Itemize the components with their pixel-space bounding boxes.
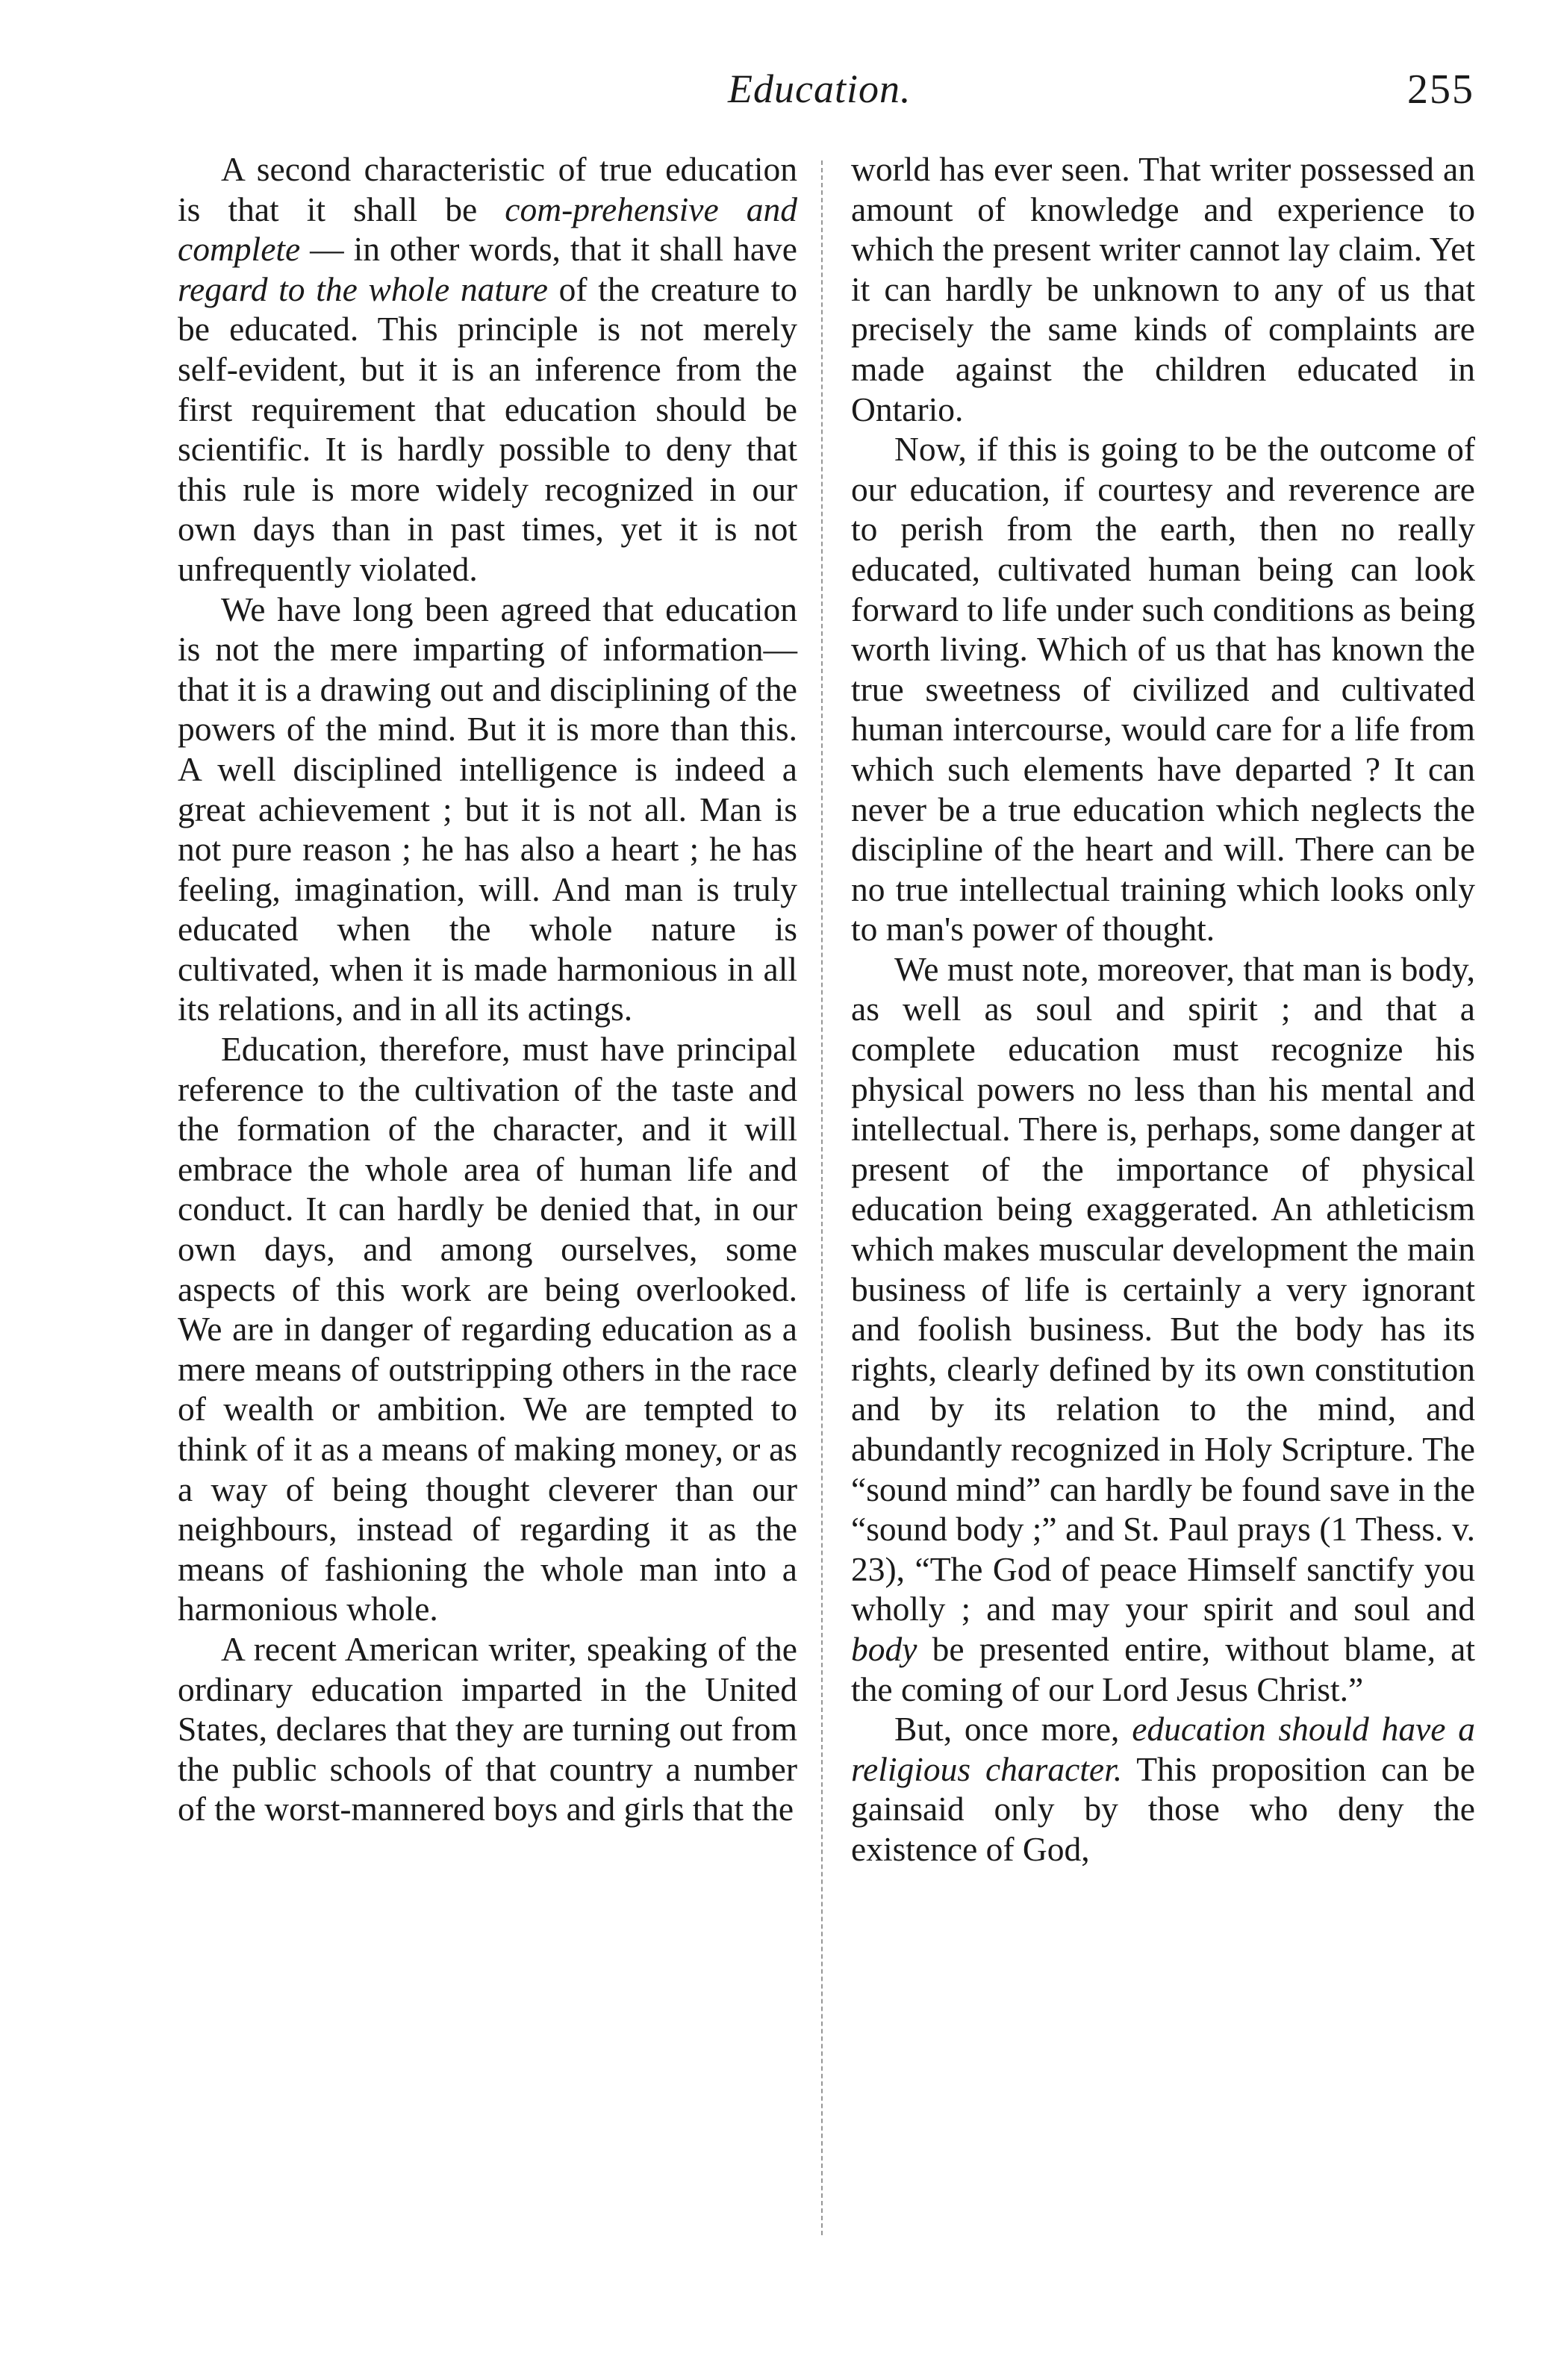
page-number: 255 bbox=[1407, 66, 1474, 113]
emphasis-comprehensive: com-prehensive and complete bbox=[178, 190, 797, 269]
emphasis-body: body bbox=[851, 1629, 917, 1668]
emphasis-religious-character: education should have a religious character. bbox=[851, 1710, 1475, 1788]
paragraph-courtesy-reverence: Now, if this is going to be the outcome of our education, if courtesy and reverence are to perish from the earth, then no really educated, cultivated human being can look forward to life under such conditions as being worth living. Which of us that has known the true sweetness of civilized and cultivated human intercourse, would care for a life from which such elements have departed ? It can never be a true education which neglects the discipline of the heart and will. There can be no true intellectual training which looks only to man's power of thought. bbox=[851, 430, 1475, 949]
running-head bbox=[0, 66, 1558, 125]
paragraph-american-writer: A recent American writer, speaking of the ordinary education imparted in the United States, declares that they are turning out from the public schools of that country a number of the worst-mannered boys and girls that the bbox=[178, 1629, 797, 1828]
paragraph-physical-education: We must note, moreover, that man is body, as well as soul and spirit ; and that a complete education must recognize his physical powers no less than his mental and intellectual. There is, perhaps, some danger at present of the importance of physical education being exaggerated. An athleticism which makes muscular development the main business of life is certainly a very ignorant and foolish business. But the body has its rights, clearly defined by its own constitution and by its relation to the mind, and abundantly recognized in Holy Scripture. The “sound mind” can hardly be found save in the “sound body ;” and St. Paul prays (1 Thess. v. 23), “The God of peace Himself sanctify you wholly ; and may your spirit and soul and body be presented entire, without blame, at the coming of our Lord Jesus Christ.” bbox=[851, 949, 1475, 1708]
paragraph-religious-character: But, once more, education should have a religious character. This proposition can be gainsaid only by those who deny the existence of God, bbox=[851, 1710, 1475, 1868]
paragraph-disciplining-mind: We have long been agreed that education is not the mere imparting of information—that it is a drawing out and disciplining of the powers of the mind. But it is more than this. A well disciplined intelligence is indeed a great achievement ; but it is not all. Man is not pure reason ; he has also a heart ; he has feeling, imagination, will. And man is truly educated when the whole nature is cultivated, when it is made harmonious in all its relations, and in all its actings. bbox=[178, 590, 797, 1028]
paragraph-character-formation: Education, therefore, must have principal reference to the cultivation of the taste and the formation of the character, and it will embrace the whole area of human life and conduct. It can hardly be denied that, in our own days, and among ourselves, some aspects of this work are being overlooked. We are in danger of regarding education as a mere means of outstripping others in the race of wealth or ambition. We are tempted to think of it as a means of making money, or as a way of being thought cleverer than our neighbours, instead of regarding it as the means of fashioning the whole man into a harmonious whole. bbox=[178, 1030, 797, 1628]
emphasis-whole-nature: regard to the whole nature bbox=[178, 269, 548, 308]
paragraph-comprehensive-education: A second characteristic of true education is that it shall be com-prehensive and complete — in other words, that it shall have regard to the whole nature of the creature to be educated. This principle is not merely self-evident, but it is an inference from the first requirement that education should be scientific. It is hardly possible to deny that this rule is more widely recognized in our own days than in past times, yet it is not unfrequently violated. bbox=[178, 150, 798, 588]
paragraph-continued: world has ever seen. That writer possessed an amount of knowledge and experience to which the present writer cannot lay claim. Yet it can hardly be unknown to any of us that precisely the same kinds of complaints are made against the children educated in Ontario. bbox=[851, 150, 1475, 428]
column-divider bbox=[821, 160, 823, 2235]
running-title: Education. bbox=[728, 66, 912, 111]
left-column bbox=[178, 149, 797, 1829]
right-column bbox=[851, 149, 1475, 1870]
